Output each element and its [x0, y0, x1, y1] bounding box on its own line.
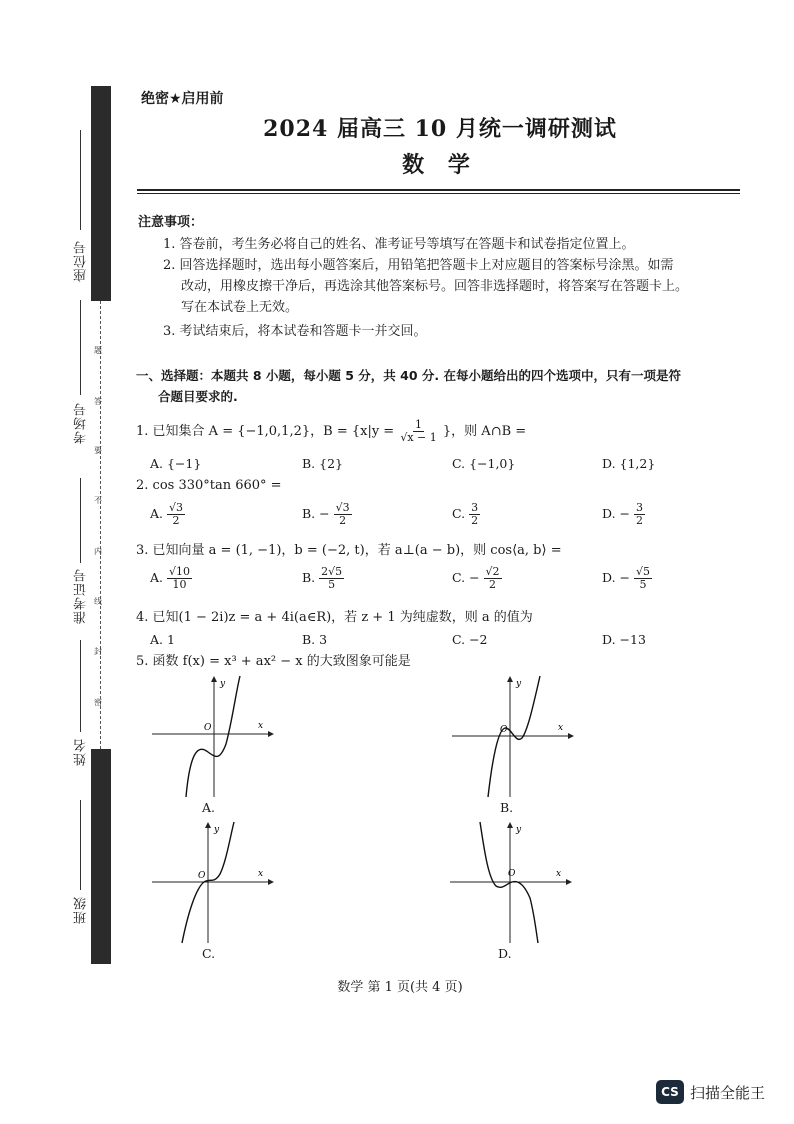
graph-b: [448, 672, 578, 802]
q2-option-a: [150, 502, 185, 527]
fraction-numerator: √3: [335, 501, 350, 514]
notice-heading: 注意事项：: [138, 215, 204, 230]
page-footer: 数学 第 1 页(共 4 页): [337, 980, 463, 995]
option-fraction: [167, 566, 192, 591]
graph-d-label: D.: [498, 946, 512, 961]
fraction-denominator: 5: [639, 578, 647, 591]
x-axis-arrow: [268, 731, 274, 737]
question-1: [136, 418, 526, 446]
graph-d: [446, 818, 576, 948]
fraction-numerator: √3: [169, 501, 184, 514]
origin-label: O: [204, 723, 212, 733]
option-prefix: C. −: [452, 570, 480, 585]
q1-option-b: B. {2}: [302, 456, 343, 471]
question-3: 3. 已知向量 a = (1, −1)，b = (−2, t)，若 a⊥(a − b)，则 cos⟨a, b⟩ =: [136, 543, 562, 558]
x-axis-label: x: [258, 869, 264, 879]
section-heading-cont: 合题目要求的.: [158, 389, 238, 404]
graph-a-label: A.: [202, 800, 216, 815]
q2-option-d: [602, 502, 645, 527]
seal-dashed-line: [100, 301, 101, 749]
option-fraction: [319, 566, 344, 591]
origin-label: O: [500, 725, 508, 735]
question-1-stem-a: 1. 已知集合 A = {−1,0,1,2}，B = {x|y =: [136, 424, 395, 439]
title-rule-thin: [137, 193, 740, 194]
name-label: 姓名: [74, 738, 89, 766]
admission-number-line: [80, 478, 81, 563]
seal-char: 答: [94, 397, 102, 406]
notice-item: 改动，用橡皮擦干净后，再选涂其他答案标号。回答非选择题时，将答案写在答题卡上。: [181, 279, 689, 294]
class-line: [80, 800, 81, 890]
fraction-numerator: √10: [169, 565, 191, 578]
fraction-denominator: 10: [172, 578, 187, 591]
question-1-stem-b: }，则 A∩B =: [442, 424, 527, 439]
subject-title: 数 学: [402, 153, 478, 178]
binding-strip: [91, 86, 111, 964]
q4-option-d: D. −13: [602, 632, 646, 647]
x-axis-arrow: [568, 733, 574, 739]
q3-option-a: [150, 566, 192, 591]
exam-room-label: 考场号: [74, 402, 89, 444]
seat-number-label: 座位号: [74, 240, 89, 282]
x-axis-label: x: [558, 723, 564, 733]
fraction-numerator: 3: [635, 501, 643, 514]
option-fraction: [469, 502, 480, 527]
option-fraction: [634, 502, 645, 527]
graph-c-label: C.: [202, 946, 216, 961]
curve: [186, 676, 240, 797]
fraction-denominator: √x − 1: [400, 431, 437, 444]
question-4: 4. 已知(1 − 2i)z = a + 4i(a∈R)，若 z + 1 为纯虚数，则 a 的值为: [136, 610, 533, 625]
scanner-watermark: [656, 1080, 765, 1104]
option-fraction: [334, 502, 352, 527]
admission-number-label: 准考证号: [74, 568, 89, 624]
option-fraction: [484, 566, 502, 591]
fraction-numerator: √5: [635, 565, 650, 578]
y-axis-arrow: [507, 822, 513, 828]
option-prefix: A.: [150, 506, 164, 521]
notice-item: 写在本试卷上无效。: [181, 300, 299, 315]
q2-option-c: [452, 502, 480, 527]
option-prefix: D. −: [602, 570, 630, 585]
binding-strip-top: [91, 86, 111, 301]
graph-c: [148, 818, 278, 948]
x-axis-arrow: [268, 879, 274, 885]
fraction-denominator: 2: [635, 514, 643, 527]
q1-option-a: A. {−1}: [150, 456, 202, 471]
seat-number-line: [80, 130, 81, 230]
x-axis-label: x: [258, 721, 264, 731]
q3-option-c: [452, 566, 502, 591]
fraction-denominator: 5: [328, 578, 336, 591]
q1-option-c: C. {−1,0}: [452, 456, 516, 471]
class-label: 班级: [74, 896, 89, 924]
question-5: 5. 函数 f(x) = x³ + ax² − x 的大致图象可能是: [136, 654, 411, 669]
camscanner-icon: CS: [656, 1080, 684, 1104]
option-fraction: [634, 566, 652, 591]
seal-char: 要: [94, 446, 102, 455]
origin-label: O: [508, 869, 516, 879]
option-prefix: B. −: [302, 506, 330, 521]
y-axis-label: y: [516, 825, 522, 835]
seal-char: 密: [94, 698, 102, 707]
option-prefix: A.: [150, 570, 164, 585]
scanner-app-name: 扫描全能王: [690, 1083, 766, 1102]
question-1-fraction: [398, 419, 438, 444]
binding-strip-bottom: [91, 749, 111, 964]
q4-option-c: C. −2: [452, 632, 488, 647]
y-axis-label: y: [220, 679, 226, 689]
title-rule-thick: [137, 189, 740, 191]
y-axis-arrow: [211, 676, 217, 682]
seal-char: 线: [94, 597, 102, 606]
y-axis-arrow: [507, 676, 513, 682]
fraction-numerator: 2√5: [321, 565, 343, 578]
fraction-numerator: 1: [415, 418, 423, 431]
notice-item: 3. 考试结束后，将本试卷和答题卡一并交回。: [163, 324, 427, 339]
notice-item: 2. 回答选择题时，选出每小题答案后，用铅笔把答题卡上对应题目的答案标号涂黑。如需: [163, 258, 674, 273]
q2-option-b: [302, 502, 352, 527]
option-prefix: C.: [452, 506, 466, 521]
graph-b-label: B.: [500, 800, 514, 815]
q1-option-d: D. {1,2}: [602, 456, 656, 471]
fraction-numerator: √2: [485, 565, 500, 578]
notice-item: 1. 答卷前，考生务必将自己的姓名、准考证号等填写在答题卡和试卷指定位置上。: [163, 237, 635, 252]
fraction-numerator: 3: [471, 501, 479, 514]
seal-char: 内: [94, 547, 102, 556]
y-axis-arrow: [205, 822, 211, 828]
option-prefix: B.: [302, 570, 316, 585]
exam-title: 2024 届高三 10 月统一调研测试: [263, 116, 617, 142]
graph-a: [148, 672, 278, 802]
x-axis-arrow: [566, 879, 572, 885]
fraction-denominator: 2: [489, 578, 497, 591]
option-fraction: [167, 502, 185, 527]
q3-option-b: [302, 566, 344, 591]
origin-label: O: [198, 871, 206, 881]
name-line: [80, 640, 81, 732]
seal-char: 题: [94, 346, 102, 355]
exam-room-line: [80, 300, 81, 395]
q4-option-b: B. 3: [302, 632, 328, 647]
fraction-denominator: 2: [172, 514, 180, 527]
confidential-label: 绝密★启用前: [141, 91, 224, 107]
fraction-denominator: 2: [471, 514, 479, 527]
option-prefix: D. −: [602, 506, 630, 521]
q4-option-a: A. 1: [150, 632, 175, 647]
question-2: 2. cos 330°tan 660° =: [136, 478, 282, 493]
y-axis-label: y: [214, 825, 220, 835]
y-axis-label: y: [516, 679, 522, 689]
section-heading: 一、选择题：本题共 8 小题，每小题 5 分，共 40 分. 在每小题给出的四个选项中，只有一项是符: [136, 368, 682, 383]
seal-char: 封: [94, 647, 102, 656]
seal-char: 不: [94, 496, 102, 505]
fraction-denominator: 2: [339, 514, 347, 527]
q3-option-d: [602, 566, 652, 591]
x-axis-label: x: [556, 869, 562, 879]
